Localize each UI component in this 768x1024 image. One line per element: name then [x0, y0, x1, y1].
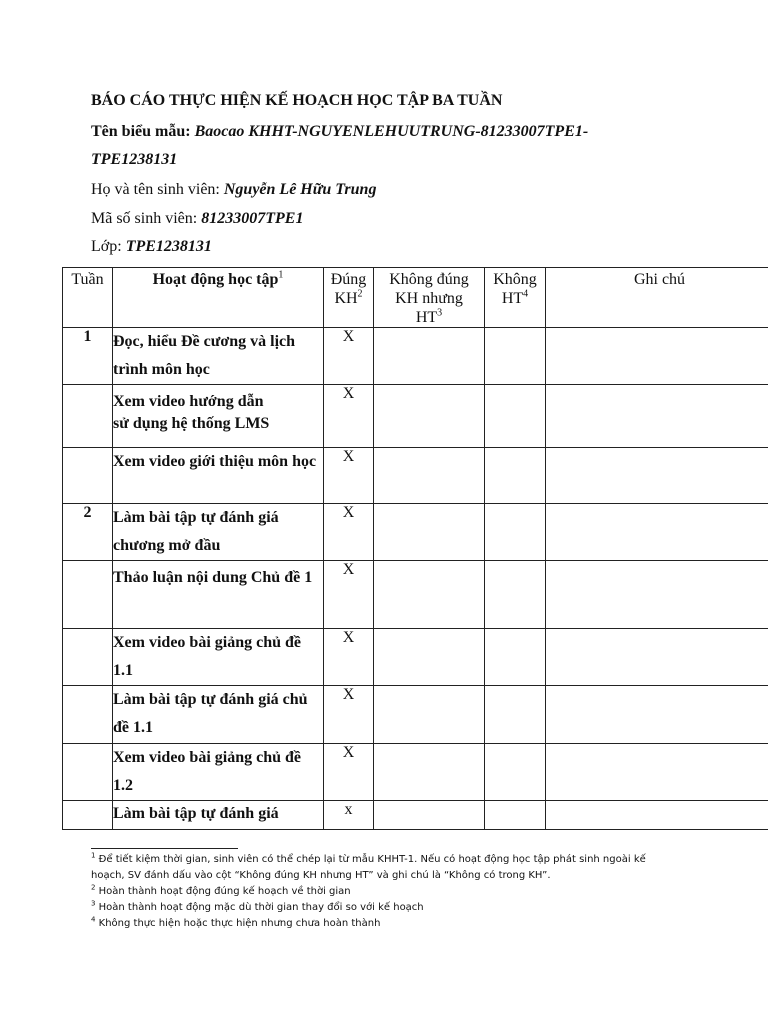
not-done-cell [485, 629, 546, 686]
week-cell [63, 686, 113, 744]
off-plan-cell [374, 504, 485, 561]
on-plan-cell: X [324, 385, 374, 448]
activity-cell: Làm bài tập tự đánh giá chương mở đầu [113, 504, 324, 561]
on-plan-cell: X [324, 629, 374, 686]
class-line [91, 238, 212, 256]
table-row [63, 448, 768, 504]
on-plan-cell: X [324, 504, 374, 561]
table-row [63, 744, 768, 801]
on-plan-cell: x [324, 801, 374, 830]
table-row [63, 328, 768, 385]
footnote-2: $^2$ Hoàn thành hoạt động đúng kế hoạch về thời gian [91, 883, 351, 897]
table-row [63, 504, 768, 561]
activity-cell: Thảo luận nội dung Chủ đề 1 [113, 561, 324, 629]
note-cell [546, 328, 768, 385]
off-plan-cell [374, 561, 485, 629]
week-cell: 1 [63, 328, 113, 385]
week-cell [63, 448, 113, 504]
student-name-line [91, 181, 376, 199]
form-name-label: Tên biểu mẫu: [91, 123, 191, 140]
activity-cell: Làm bài tập tự đánh giá chủ đề 1.1 [113, 686, 324, 744]
not-done-cell [485, 328, 546, 385]
not-done-cell [485, 561, 546, 629]
header-week: Tuần [63, 268, 113, 328]
on-plan-cell: X [324, 328, 374, 385]
not-done-cell [485, 801, 546, 830]
footnote-3: $^3$ Hoàn thành hoạt động mặc dù thời gian thay đổi so với kế hoạch [91, 899, 424, 913]
header-on-plan: Đúng $KH^2$ [324, 268, 374, 328]
header-off-plan-done: Không đúng KH nhưng $HT^3$ [374, 268, 485, 328]
student-id-label: Mã số sinh viên: [91, 210, 198, 227]
table-header-row [63, 268, 768, 328]
week-cell [63, 561, 113, 629]
off-plan-cell [374, 744, 485, 801]
table-row [63, 686, 768, 744]
form-name-value-cont: TPE1238131 [91, 151, 178, 168]
note-cell [546, 629, 768, 686]
class-value: TPE1238131 [125, 238, 212, 255]
week-cell: 2 [63, 504, 113, 561]
not-done-cell [485, 504, 546, 561]
header-not-done: Không $HT^4$ [485, 268, 546, 328]
class-label: Lớp: [91, 238, 122, 255]
footnote-1: $^1$ Để tiết kiệm thời gian, sinh viên có thể chép lại từ mẫu KHHT-1. Nếu có hoạt động học tập phát sinh ngoài kế hoạch, SV đánh dấu vào cột “Không đúng KH nhưng HT” và ghi chú là “Không có trong KH”. [91, 851, 646, 881]
student-name-value: Nguyễn Lê Hữu Trung [223, 181, 377, 198]
form-name-line-2 [91, 151, 177, 169]
note-cell [546, 686, 768, 744]
not-done-cell [485, 385, 546, 448]
note-cell [546, 504, 768, 561]
off-plan-cell [374, 686, 485, 744]
on-plan-cell: X [324, 448, 374, 504]
table-row [63, 385, 768, 448]
form-name-line [91, 123, 588, 141]
note-cell [546, 801, 768, 830]
note-cell [546, 744, 768, 801]
table-row [63, 629, 768, 686]
student-id-value: 81233007TPE1 [201, 210, 304, 227]
note-cell [546, 561, 768, 629]
footnote-separator [91, 848, 238, 849]
study-plan-table [62, 267, 768, 830]
note-cell [546, 385, 768, 448]
not-done-cell [485, 744, 546, 801]
header-note: Ghi chú [546, 268, 768, 328]
activity-cell: Xem video giới thiệu môn học [113, 448, 324, 504]
on-plan-cell: X [324, 686, 374, 744]
activity-cell: Xem video bài giảng chủ đề 1.2 [113, 744, 324, 801]
form-name-value: Baocao KHHT-NGUYENLEHUUTRUNG-81233007TPE1- [194, 123, 589, 140]
not-done-cell [485, 686, 546, 744]
off-plan-cell [374, 629, 485, 686]
activity-cell: Làm bài tập tự đánh giá [113, 801, 324, 830]
note-cell [546, 448, 768, 504]
off-plan-cell [374, 385, 485, 448]
week-cell [63, 801, 113, 830]
week-cell [63, 744, 113, 801]
week-cell [63, 385, 113, 448]
student-id-line [91, 210, 303, 228]
on-plan-cell: X [324, 561, 374, 629]
table-row [63, 801, 768, 830]
activity-cell: Xem video hướng dẫn sử dụng hệ thống LMS [113, 385, 324, 448]
activity-cell: Xem video bài giảng chủ đề 1.1 [113, 629, 324, 686]
not-done-cell [485, 448, 546, 504]
footnote-4: $^4$ Không thực hiện hoặc thực hiện nhưng chưa hoàn thành [91, 915, 381, 929]
off-plan-cell [374, 801, 485, 830]
off-plan-cell [374, 448, 485, 504]
report-title: BÁO CÁO THỰC HIỆN KẾ HOẠCH HỌC TẬP BA TUẦN [91, 92, 503, 109]
header-activity: Hoạt động học tập$^1$ [113, 268, 324, 328]
on-plan-cell: X [324, 744, 374, 801]
student-name-label: Họ và tên sinh viên: [91, 181, 220, 198]
activity-cell: Đọc, hiểu Đề cương và lịch trình môn học [113, 328, 324, 385]
table-row [63, 561, 768, 629]
week-cell [63, 629, 113, 686]
footnotes [91, 852, 691, 932]
off-plan-cell [374, 328, 485, 385]
